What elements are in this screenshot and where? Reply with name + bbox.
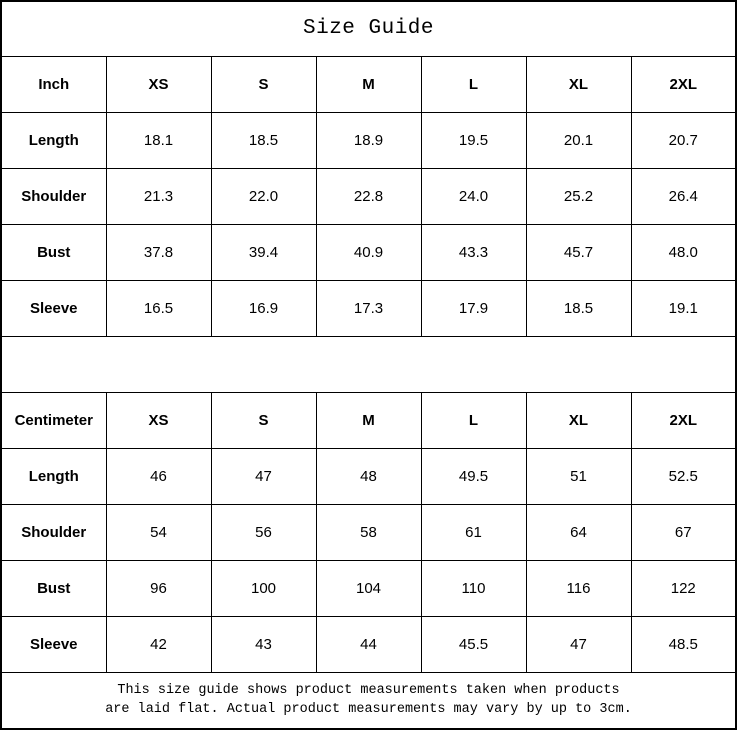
- inch-length-s: 18.5: [211, 112, 316, 168]
- table-row: [1, 448, 736, 504]
- inch-bust-2xl: 48.0: [631, 224, 736, 280]
- inch-bust-label: Bust: [1, 224, 106, 280]
- cm-length-m: 48: [316, 448, 421, 504]
- inch-length-m: 18.9: [316, 112, 421, 168]
- inch-sleeve-xl: 18.5: [526, 280, 631, 336]
- cm-sleeve-label: Sleeve: [1, 616, 106, 672]
- inch-size-header-xl: XL: [526, 56, 631, 112]
- table-row: [1, 168, 736, 224]
- cm-shoulder-label: Shoulder: [1, 504, 106, 560]
- inch-bust-m: 40.9: [316, 224, 421, 280]
- inch-length-2xl: 20.7: [631, 112, 736, 168]
- inch-unit-header: Inch: [1, 56, 106, 112]
- cm-bust-xs: 96: [106, 560, 211, 616]
- inch-length-l: 19.5: [421, 112, 526, 168]
- cm-shoulder-2xl: 67: [631, 504, 736, 560]
- cm-size-header-l: L: [421, 392, 526, 448]
- cm-sleeve-xs: 42: [106, 616, 211, 672]
- cm-length-label: Length: [1, 448, 106, 504]
- inch-bust-xl: 45.7: [526, 224, 631, 280]
- inch-sleeve-label: Sleeve: [1, 280, 106, 336]
- footer-note: [1, 672, 736, 729]
- cm-sleeve-xl: 47: [526, 616, 631, 672]
- cm-shoulder-s: 56: [211, 504, 316, 560]
- cm-length-xl: 51: [526, 448, 631, 504]
- cm-sleeve-l: 45.5: [421, 616, 526, 672]
- table-row: [1, 112, 736, 168]
- cm-bust-l: 110: [421, 560, 526, 616]
- cm-length-l: 49.5: [421, 448, 526, 504]
- cm-bust-label: Bust: [1, 560, 106, 616]
- inch-sleeve-2xl: 19.1: [631, 280, 736, 336]
- cm-shoulder-m: 58: [316, 504, 421, 560]
- cm-size-header-xs: XS: [106, 392, 211, 448]
- inch-shoulder-l: 24.0: [421, 168, 526, 224]
- cm-bust-m: 104: [316, 560, 421, 616]
- inch-size-header-xs: XS: [106, 56, 211, 112]
- inch-length-xl: 20.1: [526, 112, 631, 168]
- cm-length-xs: 46: [106, 448, 211, 504]
- inch-bust-l: 43.3: [421, 224, 526, 280]
- inch-shoulder-m: 22.8: [316, 168, 421, 224]
- inch-size-header-2xl: 2XL: [631, 56, 736, 112]
- cm-shoulder-xs: 54: [106, 504, 211, 560]
- cm-shoulder-l: 61: [421, 504, 526, 560]
- spacer-row: [1, 336, 736, 392]
- cm-unit-header: Centimeter: [1, 392, 106, 448]
- table-row: [1, 280, 736, 336]
- footer-note-line2: are laid flat. Actual product measurements may vary by up to 3cm.: [105, 702, 632, 718]
- inch-shoulder-2xl: 26.4: [631, 168, 736, 224]
- inch-sleeve-m: 17.3: [316, 280, 421, 336]
- cm-size-header-2xl: 2XL: [631, 392, 736, 448]
- cm-sleeve-m: 44: [316, 616, 421, 672]
- cm-bust-s: 100: [211, 560, 316, 616]
- inch-bust-s: 39.4: [211, 224, 316, 280]
- cm-sleeve-s: 43: [211, 616, 316, 672]
- inch-shoulder-xs: 21.3: [106, 168, 211, 224]
- table-row: [1, 616, 736, 672]
- table-row: [1, 560, 736, 616]
- inch-size-header-l: L: [421, 56, 526, 112]
- table-row: [1, 224, 736, 280]
- cm-sleeve-2xl: 48.5: [631, 616, 736, 672]
- cm-size-header-m: M: [316, 392, 421, 448]
- inch-shoulder-label: Shoulder: [1, 168, 106, 224]
- inch-length-label: Length: [1, 112, 106, 168]
- inch-sleeve-s: 16.9: [211, 280, 316, 336]
- page-title: Size Guide: [1, 1, 736, 56]
- cm-bust-xl: 116: [526, 560, 631, 616]
- inch-bust-xs: 37.8: [106, 224, 211, 280]
- inch-size-header-s: S: [211, 56, 316, 112]
- cm-length-s: 47: [211, 448, 316, 504]
- cm-size-header-s: S: [211, 392, 316, 448]
- cm-bust-2xl: 122: [631, 560, 736, 616]
- inch-sleeve-l: 17.9: [421, 280, 526, 336]
- inch-shoulder-s: 22.0: [211, 168, 316, 224]
- cm-length-2xl: 52.5: [631, 448, 736, 504]
- inch-length-xs: 18.1: [106, 112, 211, 168]
- cm-shoulder-xl: 64: [526, 504, 631, 560]
- footer-note-line1: This size guide shows product measurements taken when products: [117, 683, 620, 699]
- cm-size-header-xl: XL: [526, 392, 631, 448]
- inch-size-header-m: M: [316, 56, 421, 112]
- inch-shoulder-xl: 25.2: [526, 168, 631, 224]
- table-row: [1, 504, 736, 560]
- inch-sleeve-xs: 16.5: [106, 280, 211, 336]
